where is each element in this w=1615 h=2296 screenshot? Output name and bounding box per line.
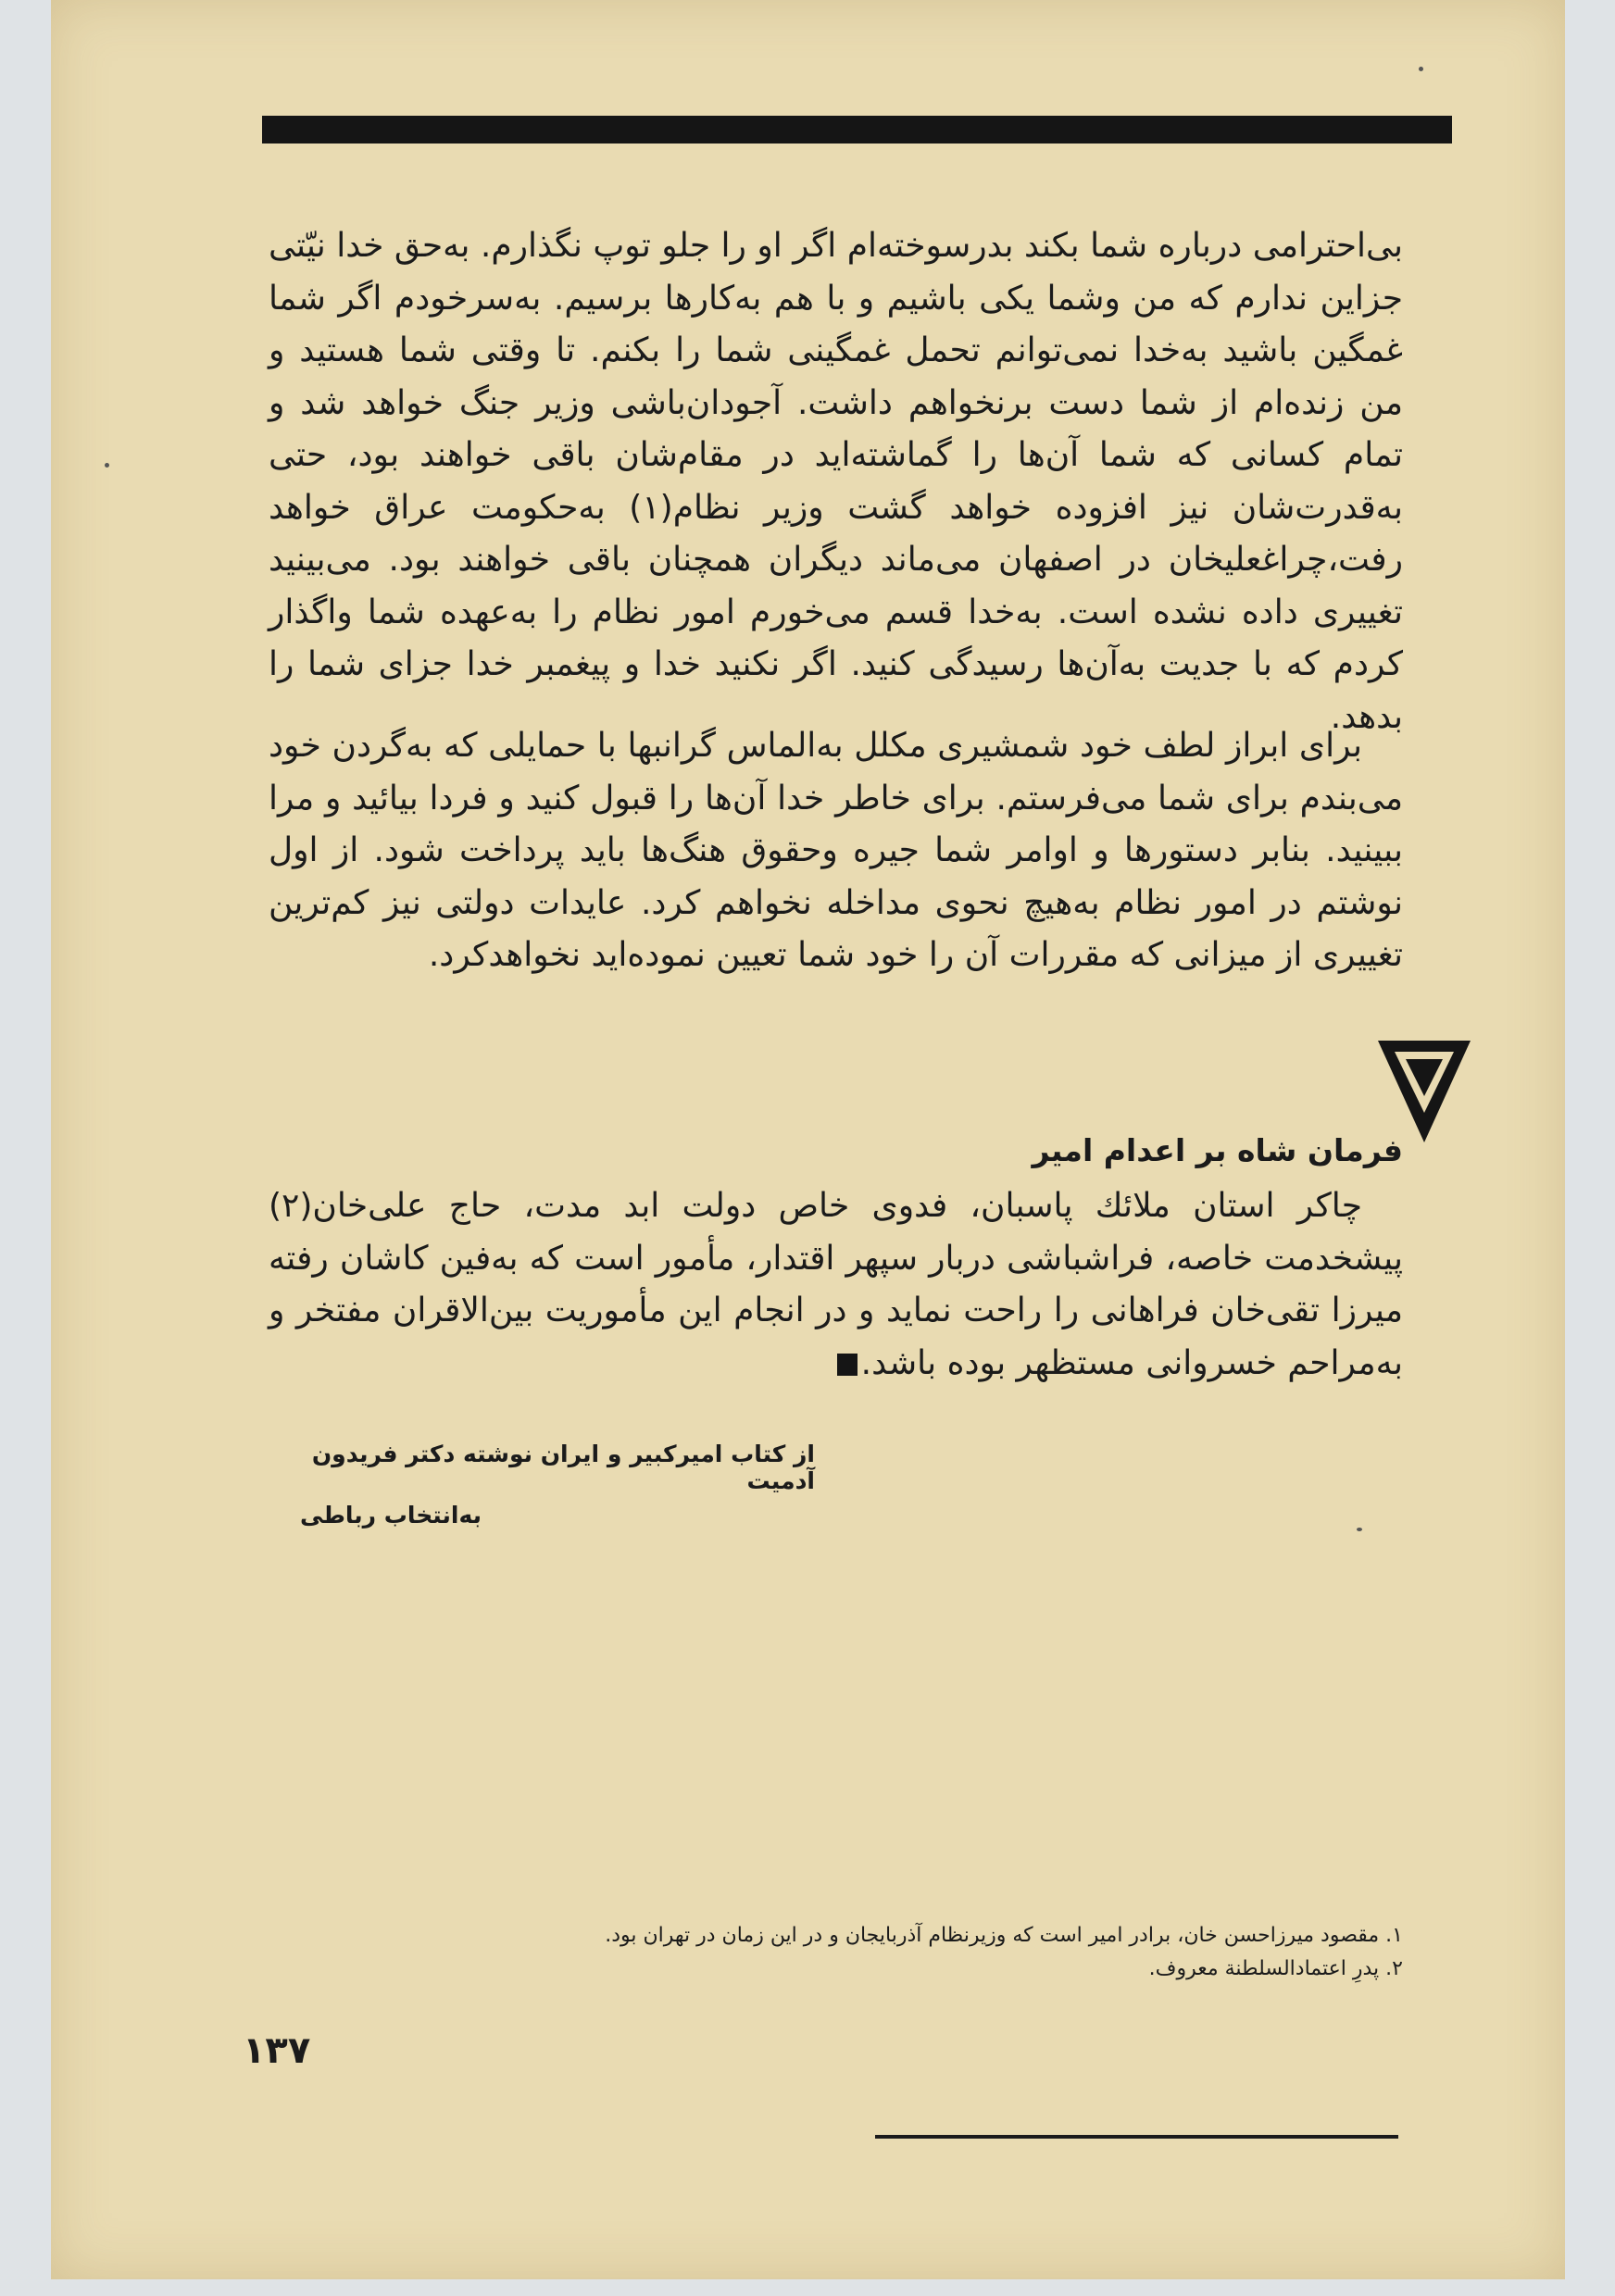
top-rule bbox=[262, 116, 1452, 144]
letter-paragraph-1-text: بی‌احترامی درباره شما بکند بدرسوخته‌ام اگر او را جلو توپ نگذارم. به‌حق خدا نیّتی جزاین ندارم که من وشما یکی باشیم و با هم به‌کارها برسیم. به‌سرخودم اگر شما غمگین باشید به‌خدا نمی‌توانم تحمل غمگینی شما را بکنم. تا وقتی شما هستید و من زنده‌ام از شما دست برنخواهم داشت. آجودان‌باشی وزیر جنگ خواهد شد و تمام کسانی که شما آن‌ها را گماشته‌اید در مقام‌شان باقی خواهند بود، حتی به‌قدرت‌شان نیز افزوده خواهد گشت وزیر نظام(۱) به‌حکومت عراق خواهد رفت،چراغعلیخان در اصفهان می‌ماند دیگران همچنان باقی خواهند بود. می‌بینید تغییری داده نشده است. به‌خدا قسم می‌خورم امور نظام را به‌عهده شما واگذار کردم که با جدیت به‌آن‌ها رسیدگی کنید. اگر نکنید خدا و پیغمبر خدا جزای شما را بدهد. bbox=[269, 227, 1403, 736]
decree-text: چاکر استان ملائك پاسبان، فدوی خاص دولت ابد مدت، حاج علی‌خان(۲) پیشخدمت خاصه، فراشباشی دربار سپهر اقتدار، مأمور است که به‌فین کاشان رفته میرزا تقی‌خان فراهانی را راحت نماید و در انجام این مأموریت بین‌الاقران مفتخر و به‌مراحم خسروانی مستظهر بوده باشد. bbox=[269, 1187, 1403, 1382]
source-book: از کتاب امیرکبیر و ایران نوشته دکتر فریدون آدمیت bbox=[311, 1441, 815, 1494]
ink-speck bbox=[1357, 1528, 1362, 1531]
letter-paragraph-2 bbox=[269, 720, 1403, 982]
decree-text-block bbox=[269, 1180, 1403, 1390]
footnote-2: ۲. پدرِ اعتمادالسلطنة معروف. bbox=[1148, 1957, 1403, 1980]
page-number: ۱۳۷ bbox=[243, 2029, 311, 2072]
source-selection: به‌انتخاب رباطی bbox=[300, 1502, 482, 1529]
ink-speck bbox=[105, 463, 109, 468]
footnote-1: ۱. مقصود میرزاحسن خان، برادر امیر است که وزیرنظام آذربایجان و در این زمان در تهران بود. bbox=[605, 1924, 1403, 1947]
letter-paragraph-2-text: برای ابراز لطف خود شمشیری مکلل به‌الماس گرانبها با حمایلی که به‌گردن خود می‌بندم برای شما می‌فرستم. برای خاطر خدا آن‌ها را قبول کنید و فردا بیائید و مرا ببینید. بنابر دستورها و اوامر شما جیره وحقوق هنگ‌ها باید پرداخت شود. از اول نوشتم در امور نظام به‌هیچ نحوی مداخله نخواهم کرد. عایدات دولتی نیز کم‌ترین تغییری از میزانی که مقررات آن را خود شما تعیین نموده‌اید نخواهدکرد. bbox=[269, 727, 1403, 974]
end-of-article-mark bbox=[837, 1354, 858, 1376]
ink-speck bbox=[1419, 67, 1423, 71]
decree-title: فرمان شاه بر اعدام امیر bbox=[1032, 1132, 1403, 1168]
letter-paragraph-1 bbox=[269, 220, 1403, 743]
footnote-rule bbox=[875, 2135, 1398, 2139]
